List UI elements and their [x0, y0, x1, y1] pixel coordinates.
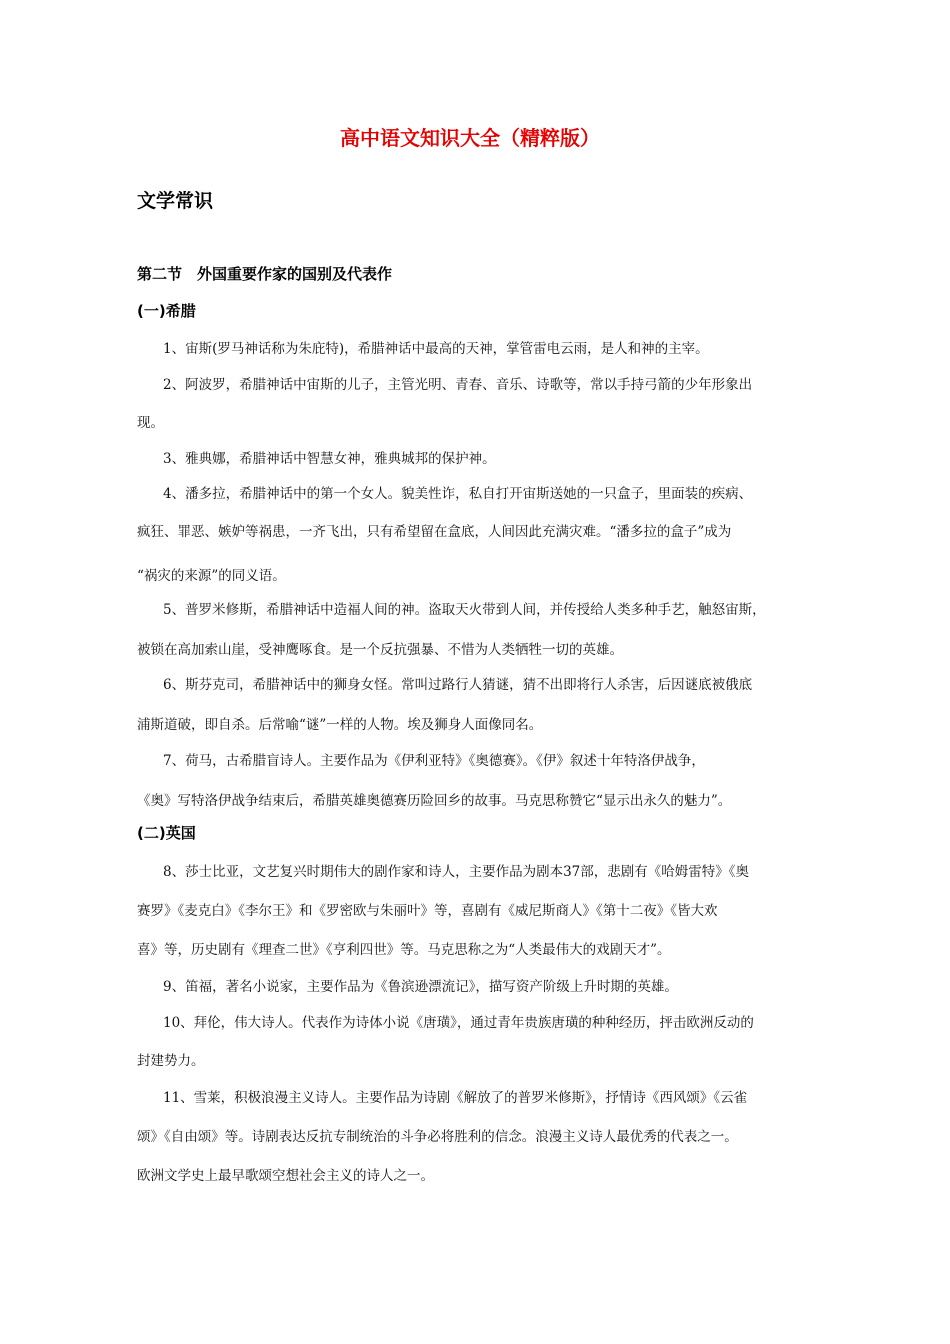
document-title: 高中语文知识大全（精粹版）: [340, 126, 600, 150]
paragraph-line: 11、雪莱，积极浪漫主义诗人。主要作品为诗剧《解放了的普罗米修斯》，抒情诗《西风颂》《云雀: [163, 1090, 748, 1106]
paragraph-line: 浦斯道破，即自杀。后常喻“谜”一样的人物。埃及狮身人面像同名。: [137, 717, 543, 733]
paragraph-line: 7、荷马，古希腊盲诗人。主要作品为《伊利亚特》《奥德赛》。《伊》叙述十年特洛伊战争，: [163, 753, 705, 769]
paragraph-line: 现。: [137, 415, 164, 431]
paragraph-line: 喜》等，历史剧有《理查二世》《亨利四世》等。马克思称之为“人类最伟大的戏剧天才”。: [137, 942, 671, 958]
paragraph-line: 欧洲文学史上最早歌颂空想社会主义的诗人之一。: [137, 1168, 434, 1184]
paragraph-line: 10、拜伦，伟大诗人。代表作为诗体小说《唐璜》，通过青年贵族唐璜的种种经历，抨击欧洲反动的: [163, 1015, 754, 1031]
paragraph-line: 颂》《自由颂》等。诗剧表达反抗专制统治的斗争必将胜利的信念。浪漫主义诗人最优秀的代表之一。: [137, 1129, 738, 1145]
paragraph-line: 1、宙斯(罗马神话称为朱庇特)，希腊神话中最高的天神，掌管雷电云雨，是人和神的主宰。: [163, 341, 709, 357]
paragraph-line: 被锁在高加索山崖，受神鹰啄食。是一个反抗强暴、不惜为人类牺牲一切的英雄。: [137, 642, 623, 658]
paragraph-line: 2、阿波罗，希腊神话中宙斯的儿子，主管光明、青春、音乐、诗歌等，常以手持弓箭的少年形象出: [163, 377, 753, 393]
paragraph-line: 3、雅典娜，希腊神话中智慧女神，雅典城邦的保护神。: [163, 451, 496, 467]
paragraph-line: 封建势力。: [137, 1053, 205, 1069]
section-heading: 第二节 外国重要作家的国别及代表作: [137, 265, 393, 283]
paragraph-line: 9、笛福，著名小说家，主要作品为《鲁滨逊漂流记》，描写资产阶级上升时期的英雄。: [163, 979, 678, 995]
paragraph-line: 《奥》写特洛伊战争结束后，希腊英雄奥德赛历险回乡的故事。马克思称赞它“显示出永久的魅力”。: [137, 793, 732, 809]
subsection-england: (二)英国: [137, 824, 196, 842]
paragraph-line: 赛罗》《麦克白》《李尔王》和《罗密欧与朱丽叶》等，喜剧有《威尼斯商人》《第十二夜》《皆大欢: [137, 903, 718, 919]
paragraph-line: 5、普罗米修斯，希腊神话中造福人间的神。盗取天火带到人间，并传授给人类多种手艺，触怒宙斯，: [163, 602, 766, 618]
paragraph-line: “祸灾的来源”的同义语。: [137, 568, 286, 584]
paragraph-line: 8、莎士比亚，文艺复兴时期伟大的剧作家和诗人，主要作品为剧本37部，悲剧有《哈姆雷特》《奥: [163, 864, 750, 880]
paragraph-line: 6、斯芬克司，希腊神话中的狮身女怪。常叫过路行人猜谜，猜不出即将行人杀害，后因谜底被俄底: [163, 677, 753, 693]
subsection-greece: (一)希腊: [137, 302, 196, 320]
paragraph-line: 4、潘多拉，希腊神话中的第一个女人。貌美性诈，私自打开宙斯送她的一只盒子，里面装的疾病、: [163, 486, 753, 502]
paragraph-line: 疯狂、罪恶、嫉妒等祸患，一齐飞出，只有希望留在盒底，人间因此充满灾难。“潘多拉的盒子”成为: [137, 524, 732, 540]
chapter-heading: 文学常识: [137, 190, 214, 212]
